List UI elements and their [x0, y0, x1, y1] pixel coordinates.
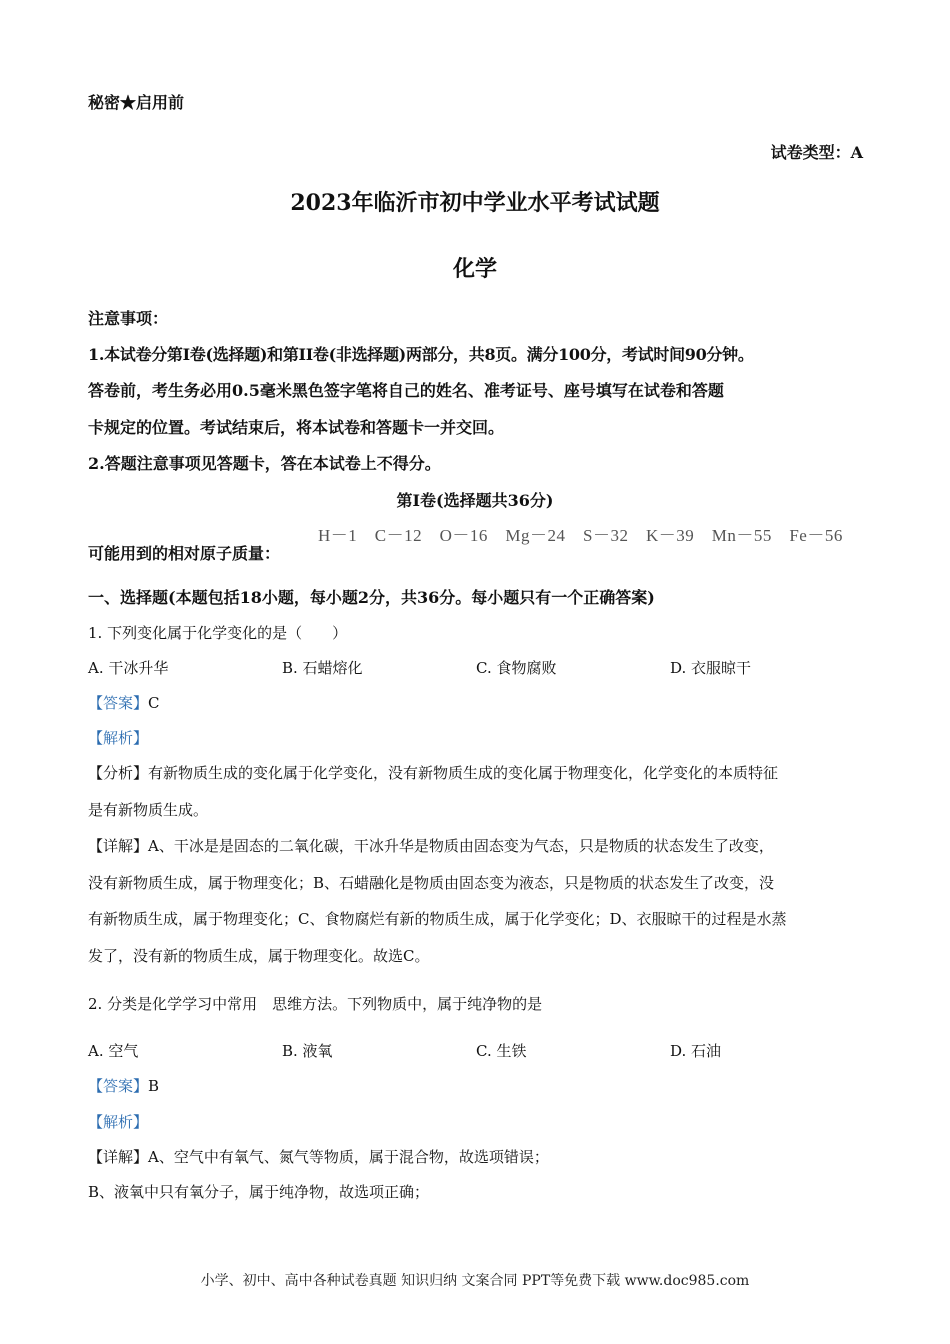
answer-tag: 【答案】 — [88, 1077, 149, 1095]
question-2-detail-line-1 — [88, 1146, 549, 1167]
detail-tag: 【详解】 — [88, 837, 149, 855]
detail-text: A、空气中有氧气、氮气等物质，属于混合物，故选项错误； — [148, 1148, 549, 1166]
question-1-detail-line-2: 没有新物质生成，属于物理变化；B、石蜡融化是物质由固态变为液态，只是物质的状态发生了改变，没 — [88, 874, 775, 892]
notice-line-1: 1.本试卷分第I卷(选择题)和第II卷(非选择题)两部分，共8页。满分100分，考试时间90分钟。 — [88, 345, 754, 364]
question-1-detail-line-4: 发了，没有新的物质生成，属于物理变化。故选C。 — [88, 947, 430, 965]
answer-value: C — [148, 694, 160, 712]
question-1-analysis-tag: 【解析】 — [88, 729, 149, 747]
question-1-detail-line-3: 有新物质生成，属于物理变化；C、食物腐烂有新的物质生成，属于化学变化；D、衣服晾干的过程是水蒸 — [88, 910, 787, 928]
exam-title: 2023年临沂市初中学业水平考试试题 — [290, 190, 660, 216]
section-heading: 第I卷(选择题共36分) — [396, 491, 554, 510]
question-1-option-a: A. 干冰升华 — [88, 659, 169, 677]
atomic-mass-label: 可能用到的相对原子质量： — [88, 544, 281, 563]
notice-line-3: 卡规定的位置。考试结束后，将本试卷和答题卡一并交回。 — [88, 418, 505, 437]
question-2-option-d: D. 石油 — [670, 1042, 722, 1060]
part-heading: 一、选择题(本题包括18小题，每小题2分，共36分。每小题只有一个正确答案) — [88, 588, 655, 607]
answer-tag: 【答案】 — [88, 694, 149, 712]
confidential-label: 秘密★启用前 — [88, 93, 185, 112]
question-1-option-c: C. 食物腐败 — [476, 659, 557, 677]
notice-line-4: 2.答题注意事项见答题卡，答在本试卷上不得分。 — [88, 454, 441, 473]
question-1-fenxi-line-1 — [88, 762, 778, 783]
atomic-masses: H－1 C－12 O－16 Mg－24 S－32 K－39 Mn－55 Fe－56 — [318, 526, 843, 545]
detail-tag: 【详解】 — [88, 1148, 149, 1166]
question-1-option-b: B. 石蜡熔化 — [282, 659, 363, 677]
notice-heading: 注意事项： — [88, 309, 169, 328]
detail-text: A、干冰是是固态的二氧化碳，干冰升华是物质由固态变为气态，只是物质的状态发生了改变， — [148, 837, 774, 855]
question-1-detail-line-1 — [88, 835, 774, 856]
paper-type-label: 试卷类型：A — [770, 143, 863, 162]
notice-line-2: 答卷前，考生务必用0.5毫米黑色签字笔将自己的姓名、准考证号、座号填写在试卷和答题 — [88, 381, 724, 400]
page-footer: 小学、初中、高中各种试卷真题 知识归纳 文案合同 PPT等免费下载 www.doc985.com — [200, 1273, 750, 1289]
question-2-option-b: B. 液氧 — [282, 1042, 333, 1060]
question-1-fenxi-line-2: 是有新物质生成。 — [88, 801, 209, 819]
question-2-option-c: C. 生铁 — [476, 1042, 527, 1060]
answer-value: B — [148, 1077, 160, 1095]
question-1-option-d: D. 衣服晾干 — [670, 659, 752, 677]
question-2-answer — [88, 1075, 159, 1096]
question-2-analysis-tag: 【解析】 — [88, 1113, 149, 1131]
question-1-answer — [88, 692, 160, 713]
subject-title: 化学 — [452, 256, 497, 282]
question-2-option-a: A. 空气 — [88, 1042, 139, 1060]
question-2-stem: 2. 分类是化学学习中常用 思维方法。下列物质中，属于纯净物的是 — [88, 995, 543, 1013]
question-2-detail-line-2: B、液氧中只有氧分子，属于纯净物，故选项正确； — [88, 1183, 430, 1201]
question-1-stem: 1. 下列变化属于化学变化的是（ ） — [88, 624, 348, 642]
fenxi-tag: 【分析】 — [88, 764, 149, 782]
fenxi-text: 有新物质生成的变化属于化学变化，没有新物质生成的变化属于物理变化，化学变化的本质特征 — [148, 764, 779, 782]
